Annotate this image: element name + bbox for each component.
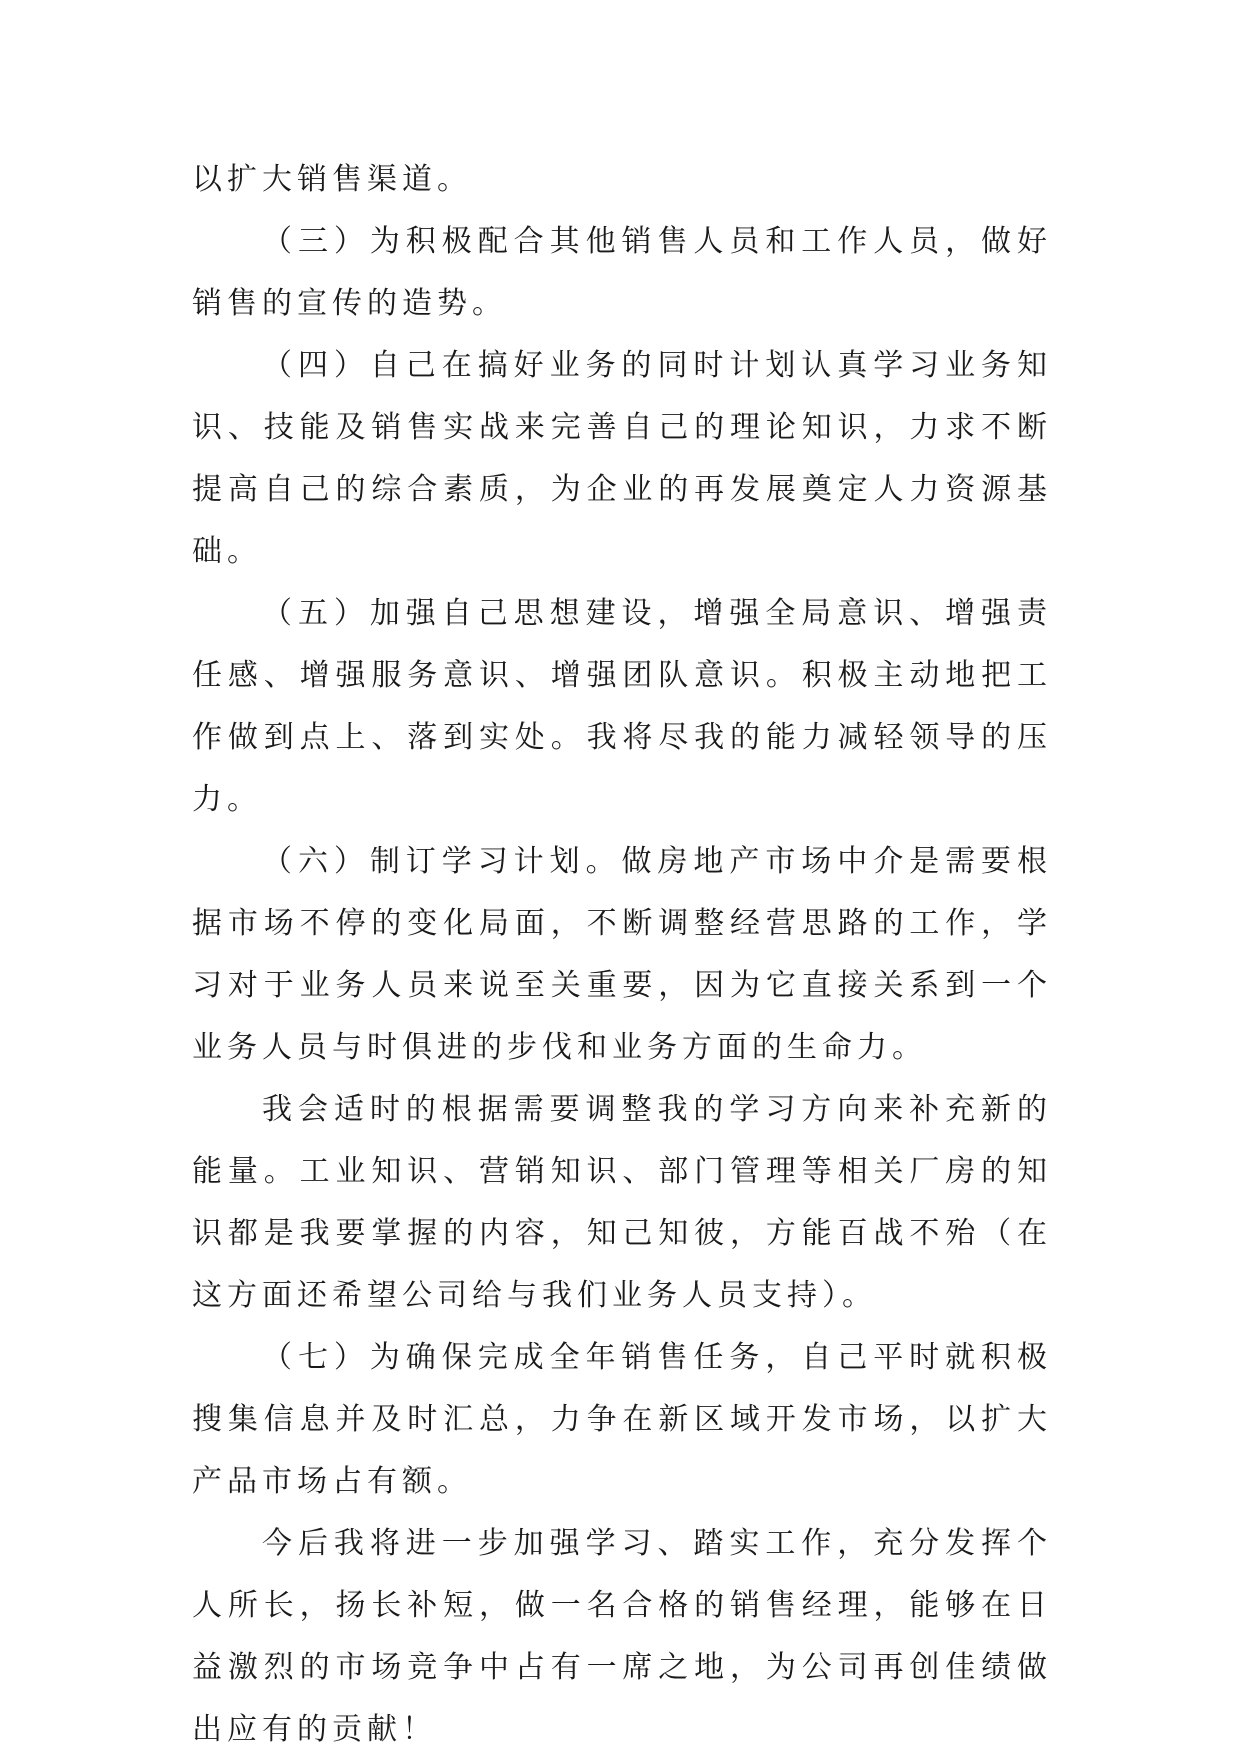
paragraph-2: （三）为积极配合其他销售人员和工作人员，做好销售的宣传的造势。 [192, 224, 1052, 321]
paragraph-1: 以扩大销售渠道。 [192, 162, 472, 197]
paragraph-6: 我会适时的根据需要调整我的学习方向来补充新的能量。工业知识、营销知识、部门管理等相关厂房的知识都是我要掌握的内容，知己知彼，方能百战不殆（在这方面还希望公司给与我们业务人员支持）。 [192, 1092, 1052, 1313]
paragraph-5: （六）制订学习计划。做房地产市场中介是需要根据市场不停的变化局面，不断调整经营思路的工作，学习对于业务人员来说至关重要，因为它直接关系到一个业务人员与时俱进的步伐和业务方面的生命力。 [192, 844, 1052, 1065]
paragraph-8: 今后我将进一步加强学习、踏实工作，充分发挥个人所长，扬长补短，做一名合格的销售经理，能够在日益激烈的市场竞争中占有一席之地，为公司再创佳绩做出应有的贡献！ [192, 1526, 1052, 1747]
document-body [192, 149, 1052, 1761]
paragraph-3: （四）自己在搞好业务的同时计划认真学习业务知识、技能及销售实战来完善自己的理论知识，力求不断提高自己的综合素质，为企业的再发展奠定人力资源基础。 [192, 348, 1052, 569]
paragraph-7: （七）为确保完成全年销售任务，自己平时就积极搜集信息并及时汇总，力争在新区域开发市场，以扩大产品市场占有额。 [192, 1340, 1052, 1499]
paragraph-4: （五）加强自己思想建设，增强全局意识、增强责任感、增强服务意识、增强团队意识。积极主动地把工作做到点上、落到实处。我将尽我的能力减轻领导的压力。 [192, 596, 1052, 817]
